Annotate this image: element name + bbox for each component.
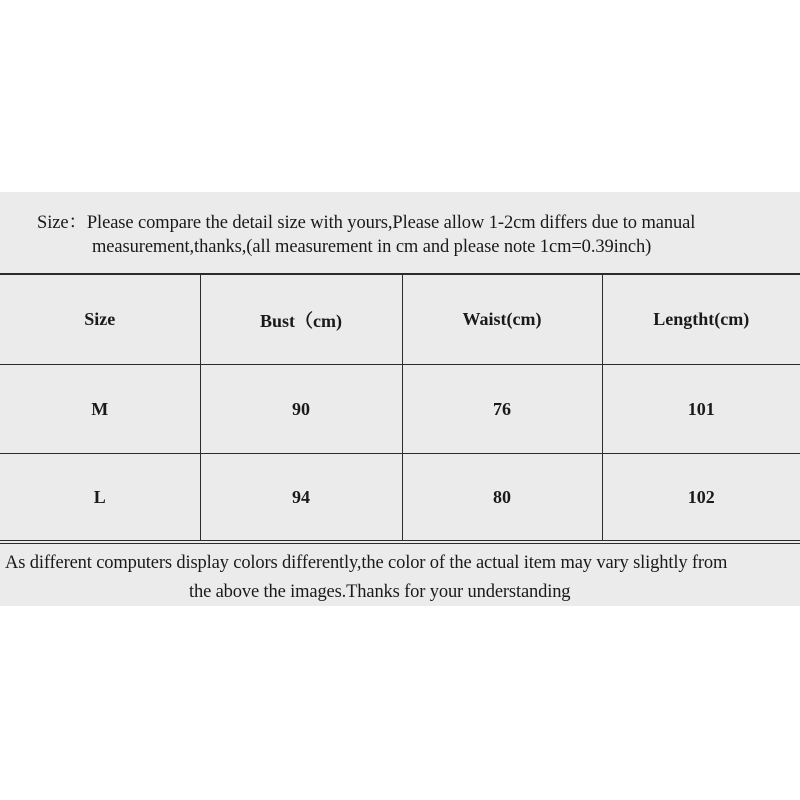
- cell-bust: 94: [200, 454, 402, 541]
- cell-length: 101: [602, 365, 800, 454]
- table-row: [0, 454, 800, 541]
- header-length: Lengtht(cm): [602, 275, 800, 365]
- header-size: Size: [0, 275, 200, 365]
- size-notice-line-2: measurement,thanks,(all measurement in cm and please note 1cm=0.39inch): [92, 237, 652, 257]
- color-disclaimer: [0, 543, 800, 606]
- table-header-row: [0, 275, 800, 365]
- cell-size: L: [0, 454, 200, 541]
- size-notice-line-1: Size：Please compare the detail size with yours,Please allow 1-2cm differs due to manual: [37, 213, 696, 233]
- cell-waist: 76: [402, 365, 602, 454]
- size-chart: [0, 192, 800, 606]
- size-table: [0, 274, 800, 541]
- header-waist: Waist(cm): [402, 275, 602, 365]
- cell-waist: 80: [402, 454, 602, 541]
- color-disclaimer-line-1: As different computers display colors differently,the color of the actual item may vary slightly from: [5, 553, 728, 573]
- color-disclaimer-line-2: the above the images.Thanks for your understanding: [189, 582, 571, 602]
- cell-size: M: [0, 365, 200, 454]
- cell-length: 102: [602, 454, 800, 541]
- size-notice: [0, 192, 800, 274]
- header-bust: Bust（cm): [200, 275, 402, 365]
- cell-bust: 90: [200, 365, 402, 454]
- table-row: [0, 365, 800, 454]
